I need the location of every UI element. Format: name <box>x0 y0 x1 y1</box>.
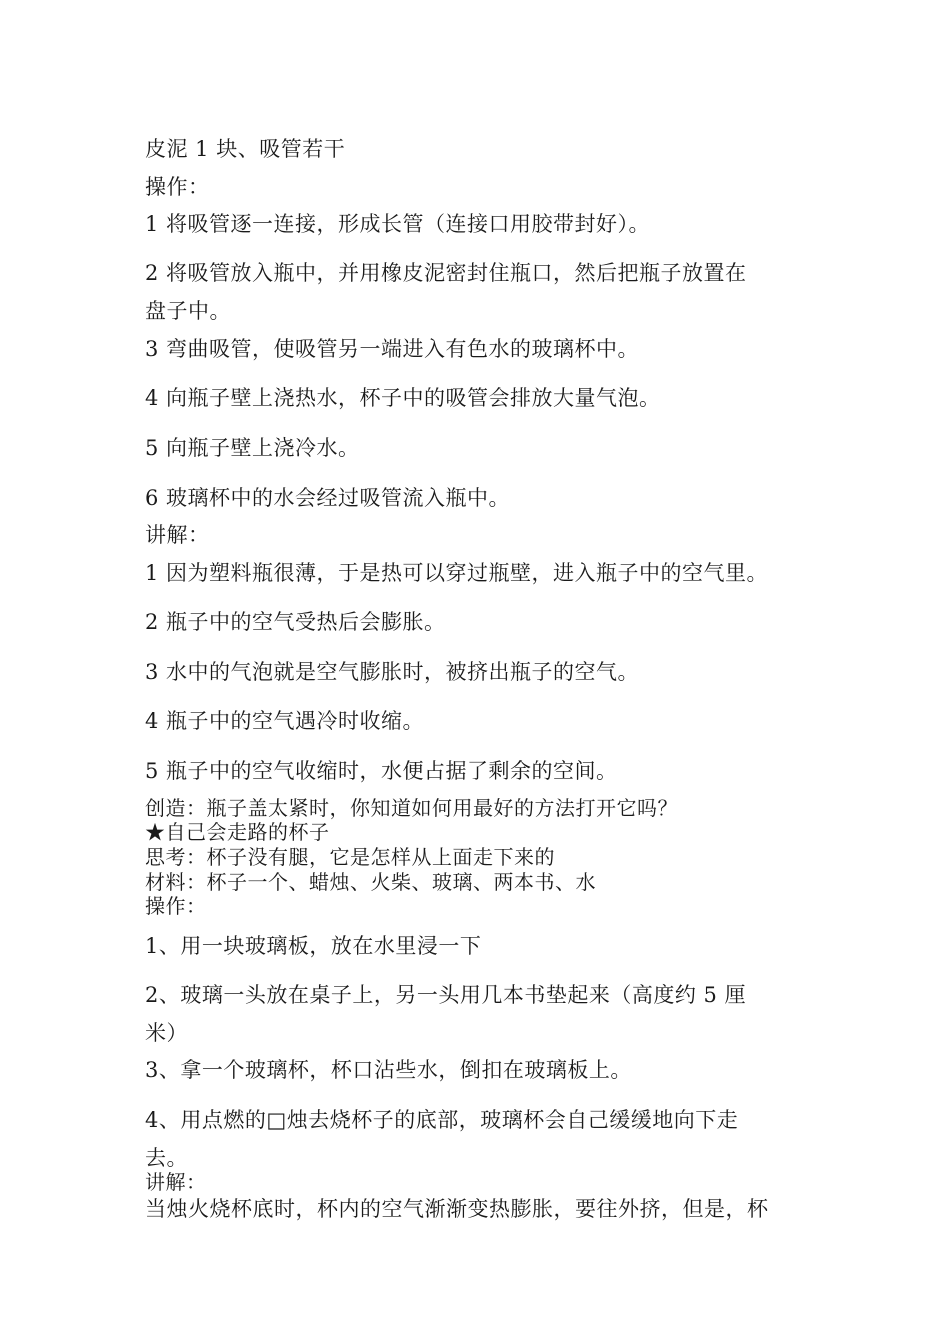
step-item: 4 向瓶子壁上浇热水，杯子中的吸管会排放大量气泡。 <box>145 386 661 410</box>
step-item-continuation: 米） <box>145 1021 188 1045</box>
explanation-item: 4 瓶子中的空气遇冷时收缩。 <box>145 709 425 733</box>
section-heading-operation: 操作： <box>145 894 207 918</box>
step-item-continuation: 去。 <box>145 1146 188 1170</box>
step-item: 3、拿一个玻璃杯，杯口沾些水，倒扣在玻璃板上。 <box>145 1058 632 1082</box>
step-item: 2 将吸管放入瓶中，并用橡皮泥密封住瓶口，然后把瓶子放置在 <box>145 261 747 285</box>
step-item: 3 弯曲吸管，使吸管另一端进入有色水的玻璃杯中。 <box>145 337 640 361</box>
step-item: 2、玻璃一头放在桌子上，另一头用几本书垫起来（高度约 5 厘 <box>145 983 747 1007</box>
explanation-item: 3 水中的气泡就是空气膨胀时，被挤出瓶子的空气。 <box>145 660 640 684</box>
thinking-line: 思考：杯子没有腿，它是怎样从上面走下来的 <box>145 845 555 869</box>
explanation-item: 5 瓶子中的空气收缩时，水便占据了剩余的空间。 <box>145 759 618 783</box>
explanation-item: 2 瓶子中的空气受热后会膨胀。 <box>145 610 446 634</box>
experiment-title: ★自己会走路的杯子 <box>145 820 330 844</box>
step-item: 1、用一块玻璃板，放在水里浸一下 <box>145 934 482 958</box>
explanation-item: 1 因为塑料瓶很薄，于是热可以穿过瓶壁，进入瓶子中的空气里。 <box>145 561 769 585</box>
section-heading-explanation: 讲解： <box>145 523 210 547</box>
step-item: 1 将吸管逐一连接，形成长管（连接口用胶带封好）。 <box>145 212 651 236</box>
section-heading-explanation: 讲解： <box>145 1170 207 1194</box>
explanation-paragraph: 当烛火烧杯底时，杯内的空气渐渐变热膨胀，要往外挤，但是，杯 <box>145 1197 769 1221</box>
step-item: 4、用点燃的□烛去烧杯子的底部，玻璃杯会自己缓缓地向下走 <box>145 1108 739 1132</box>
section-heading-operation: 操作： <box>145 175 210 199</box>
step-item: 5 向瓶子壁上浇冷水。 <box>145 436 360 460</box>
materials-line: 材料：杯子一个、蜡烛、火柴、玻璃、两本书、水 <box>145 870 596 894</box>
creation-question: 创造：瓶子盖太紧时，你知道如何用最好的方法打开它吗？ <box>145 796 678 820</box>
materials-line: 皮泥 1 块、吸管若干 <box>145 137 346 161</box>
step-item: 6 玻璃杯中的水会经过吸管流入瓶中。 <box>145 486 511 510</box>
step-item-continuation: 盘子中。 <box>145 299 231 323</box>
